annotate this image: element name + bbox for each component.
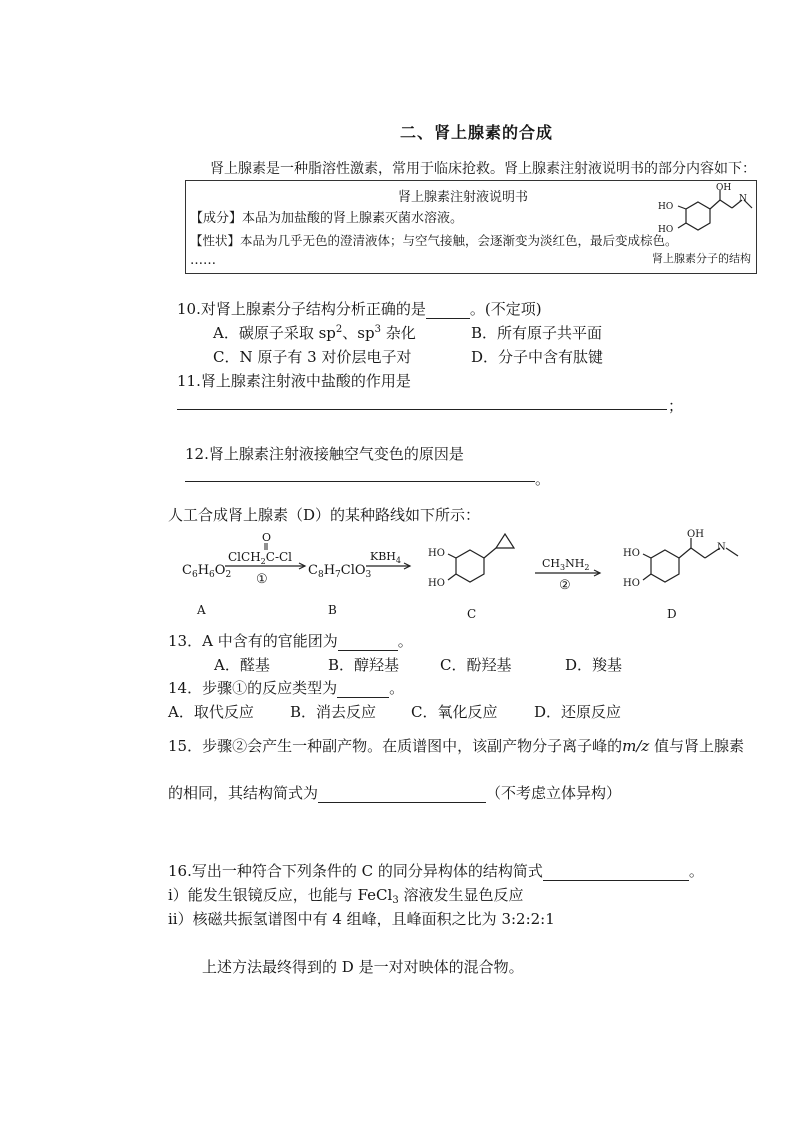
- reagent3: $CH_3NH_2$: [542, 557, 590, 572]
- q12-tail: 。: [535, 470, 551, 488]
- q14-option-a: A．取代反应: [168, 703, 254, 721]
- insert-ellipsis: ……: [190, 253, 216, 268]
- q11-tail: ；: [668, 397, 684, 415]
- q14-option-b: B．消去反应: [290, 703, 377, 721]
- label-d: D: [667, 607, 677, 621]
- reagent2: $KBH_4$: [370, 550, 401, 565]
- synthesis-scheme: [170, 528, 770, 624]
- d-ho-bottom: HO: [623, 578, 640, 589]
- q10-option-b: B．所有原子共平面: [471, 324, 603, 342]
- q13-option-a: A．醛基: [214, 656, 270, 674]
- oh-label: OH: [716, 183, 732, 193]
- insert-composition: 【成分】本品为加盐酸的肾上腺素灭菌水溶液。: [190, 211, 464, 226]
- structure-caption: 肾上腺素分子的结构: [652, 252, 751, 265]
- section-title: 二、肾上腺素的合成: [400, 123, 554, 142]
- q13-answer-blank[interactable]: [338, 650, 398, 651]
- q10-option-c: C．N 原子有 3 对价层电子对: [213, 348, 412, 366]
- closing-note: 上述方法最终得到的 D 是一对对映体的混合物。: [202, 958, 524, 976]
- q13-stem: 13．A 中含有的官能团为 。: [168, 632, 413, 650]
- step2-label: ②: [559, 578, 571, 593]
- q15-line1: 15．步骤②会产生一种副产物。在质谱图中，该副产物分子离子峰的m/z 值与肾上腺素: [168, 737, 745, 755]
- reagent1: ClCH$_2$C-Cl: [228, 550, 293, 566]
- route-intro: 人工合成肾上腺素（D）的某种路线如下所示：: [168, 506, 481, 524]
- q14-stem: 14．步骤①的反应类型为 。: [168, 679, 405, 697]
- q13-option-c: C．酚羟基: [440, 656, 512, 674]
- step1-label: ①: [256, 572, 268, 587]
- n-label: N: [739, 194, 747, 204]
- arrow-step-kbh4: [366, 563, 410, 569]
- q13-option-d: D．羧基: [565, 656, 623, 674]
- label-c: C: [467, 607, 477, 621]
- d-oh: OH: [687, 529, 704, 540]
- q11-stem: 11.肾上腺素注射液中盐酸的作用是: [177, 372, 411, 390]
- ho-label-bottom: HO: [658, 225, 674, 235]
- intro-text: 肾上腺素是一种脂溶性激素，常用于临床抢救。肾上腺素注射液说明书的部分内容如下：: [210, 161, 756, 177]
- q10-stem: 10.对肾上腺素分子结构分析正确的是 。(不定项): [177, 300, 542, 318]
- q10-option-d: D．分子中含有肽键: [471, 348, 604, 366]
- epinephrine-structure-small: [650, 182, 755, 248]
- q14-option-d: D．还原反应: [534, 703, 622, 721]
- q12-stem: 12.肾上腺素注射液接触空气变色的原因是: [185, 445, 464, 463]
- q16-condition-2: ii）核磁共振氢谱图中有 4 组峰，且峰面积之比为 3:2:2:1: [168, 910, 555, 928]
- q16-stem: 16.写出一种符合下列条件的 C 的同分异构体的结构简式 。: [168, 862, 704, 880]
- q14-answer-blank[interactable]: [337, 697, 389, 698]
- reagent1-carbonyl-o: O: [262, 531, 272, 544]
- q16-answer-blank[interactable]: [543, 880, 689, 881]
- insert-heading: 肾上腺素注射液说明书: [398, 190, 529, 205]
- label-b: B: [328, 603, 337, 617]
- compound-a-formula: $C_6H_6O_2$: [182, 563, 232, 580]
- c-ho-bottom: HO: [428, 578, 445, 589]
- arrow-step-2: [535, 570, 600, 576]
- d-n: N: [717, 542, 726, 553]
- q15-answer-blank[interactable]: [318, 802, 486, 803]
- q14-option-c: C．氧化反应: [411, 703, 498, 721]
- c-ho-top: HO: [428, 548, 445, 559]
- compound-c-structure: [448, 534, 514, 582]
- label-a: A: [197, 603, 206, 617]
- insert-appearance: 【性状】本品为几乎无色的澄清液体；与空气接触，会逐渐变为淡红色，最后变成棕色。: [190, 233, 678, 248]
- q15-line2: 的相同，其结构简式为 （不考虑立体异构）: [168, 784, 622, 802]
- q10-option-a: A．碳原子采取 $sp^2$、$sp^3$ 杂化: [213, 324, 416, 342]
- compound-b-formula: $C_8H_7ClO_3$: [308, 563, 372, 580]
- q13-option-b: B．醇羟基: [328, 656, 400, 674]
- d-ho-top: HO: [623, 548, 640, 559]
- ho-label-top: HO: [658, 202, 674, 212]
- q12-answer-line[interactable]: [185, 481, 535, 482]
- q10-answer-blank[interactable]: [426, 318, 470, 319]
- q16-condition-1: i）能发生银镜反应，也能与 FeCl$_3$ 溶液发生显色反应: [168, 886, 524, 906]
- q11-answer-line[interactable]: [177, 409, 667, 410]
